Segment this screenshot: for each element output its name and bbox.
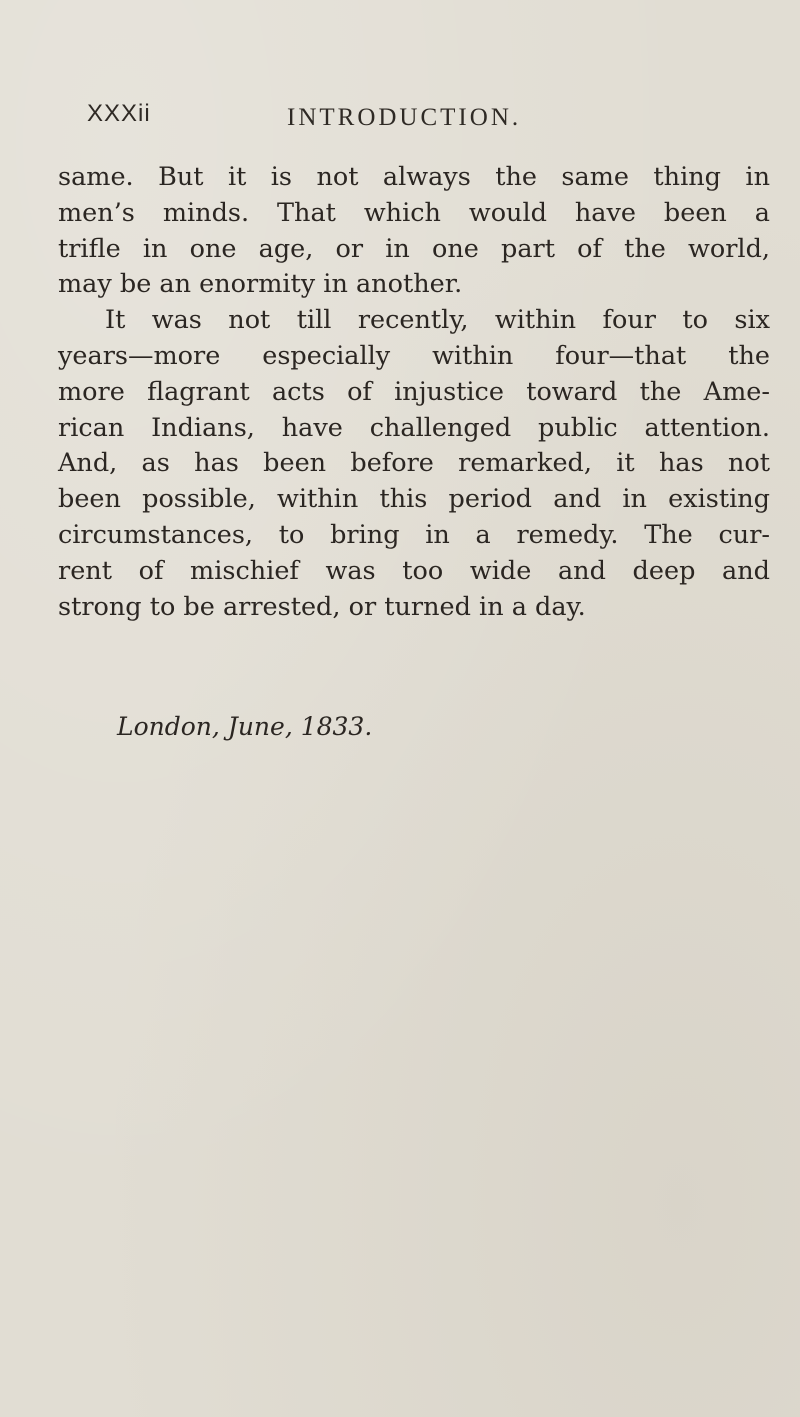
text-line: rent of mischief was too wide and deep and [58,555,770,586]
text-line: rican Indians, have challenged public attention. [58,412,770,443]
body-text [58,160,770,625]
text-line: been possible, within this period and in existing [58,484,770,515]
text-line: years—more especially within four—that the [58,340,770,371]
paragraph-start-line: It was not till recently, within four to six [105,305,770,336]
text-line: circumstances, to bring in a remedy. The cur- [58,519,770,550]
text-line: same. But it is not always the same thing in [58,162,770,192]
page-number: XXXii [87,100,151,127]
text-line: more flagrant acts of injustice toward the Ame- [58,376,770,407]
text-line: men’s minds. That which would have been a [58,197,770,228]
text-line: And, as has been before remarked, it has not [58,448,770,479]
text-line: trifle in one age, or in one part of the world, [58,233,770,264]
dateline: London, June, 1833. [117,712,373,741]
running-head [87,100,767,140]
text-line: may be an enormity in another. [58,269,463,300]
running-title: INTRODUCTION. [287,104,522,131]
text-line: strong to be arrested, or turned in a day. [58,591,586,622]
